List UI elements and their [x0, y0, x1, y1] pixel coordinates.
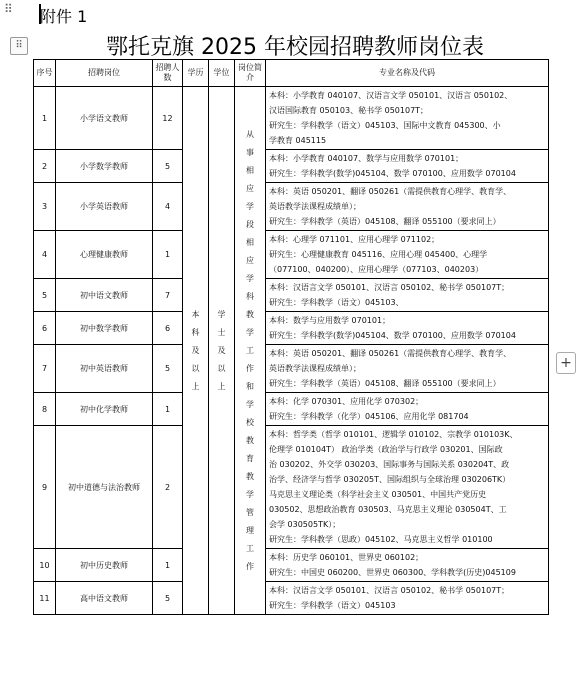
degree-text: 学士及以上 — [217, 309, 226, 391]
hire-count: 7 — [153, 279, 183, 312]
table-move-handle-icon[interactable]: ⠿ — [10, 37, 28, 55]
major-line: 本科：小学教育 040107、数学与应用数学 070101； — [269, 154, 464, 163]
table-row — [34, 549, 549, 582]
positions-table — [33, 59, 549, 615]
major-line: 研究生：学科教学（语文）045103 — [269, 601, 396, 610]
position-name: 高中语文教师 — [56, 582, 153, 615]
row-number: 3 — [34, 183, 56, 231]
header-no: 序号 — [34, 60, 56, 87]
header-position: 招聘岗位 — [56, 60, 153, 87]
major-line: 研究生：学科教学(数学)045104、数学 070100、应用数学 070104 — [269, 169, 516, 178]
row-number: 11 — [34, 582, 56, 615]
major-line: 学教育 045115 — [269, 136, 327, 145]
hire-count: 6 — [153, 312, 183, 345]
major-line: 研究生：学科教学(数学)045104、数学 070100、应用数学 070104 — [269, 331, 516, 340]
add-column-button[interactable]: + — [556, 352, 576, 374]
position-name: 小学语文教师 — [56, 87, 153, 150]
major-line: 研究生：学科教学（语文）045103、国际中文教育 045300、小 — [269, 121, 501, 130]
row-number: 8 — [34, 393, 56, 426]
table-row — [34, 279, 549, 312]
hire-count: 5 — [153, 150, 183, 183]
hire-count: 1 — [153, 393, 183, 426]
row-number: 5 — [34, 279, 56, 312]
major-line: 研究生：中国史 060200、世界史 060300、学科教学(历史)045109 — [269, 568, 516, 577]
major-line: 本科：哲学类（哲学 010101、逻辑学 010102、宗教学 010103K、 — [269, 430, 518, 439]
major-line: 研究生：学科教学（英语）045108、翻译 055100（要求同上） — [269, 217, 501, 226]
major-line: 伦理学 010104T） 政治学类（政治学与行政学 030201、国际政 — [269, 445, 503, 454]
row-number: 7 — [34, 345, 56, 393]
major-line: 本科：小学教育 040107、汉语言文学 050101、汉语言 050102、 — [269, 91, 513, 100]
job-intro-cell — [235, 87, 266, 615]
row-number: 4 — [34, 231, 56, 279]
degree-cell — [209, 87, 235, 615]
position-name: 初中语文教师 — [56, 279, 153, 312]
position-name: 初中化学教师 — [56, 393, 153, 426]
hire-count: 4 — [153, 183, 183, 231]
header-count: 招聘人数 — [153, 60, 183, 87]
table-row — [34, 582, 549, 615]
hire-count: 1 — [153, 549, 183, 582]
major-line: 研究生：学科教学（思政）045102、马克思主义哲学 010100 — [269, 535, 493, 544]
major-line: 英语教学法课程成绩单）； — [269, 364, 361, 373]
header-degree: 学位 — [209, 60, 235, 87]
majors-cell — [266, 183, 549, 231]
major-line: 汉语国际教育 050103、秘书学 050107T； — [269, 106, 429, 115]
majors-cell — [266, 312, 549, 345]
major-line: 治学、经济学与哲学 030205T、国际组织与全球治理 030206TK） — [269, 475, 511, 484]
hire-count: 12 — [153, 87, 183, 150]
major-line: 本科：英语 050201、翻译 050261（需提供教育心理学、教育学、 — [269, 349, 512, 358]
row-number: 2 — [34, 150, 56, 183]
major-line: 本科：汉语言文学 050101、汉语言 050102、秘书学 050107T； — [269, 586, 510, 595]
table-row — [34, 183, 549, 231]
majors-cell — [266, 549, 549, 582]
major-line: 本科：汉语言文学 050101、汉语言 050102、秘书学 050107T； — [269, 283, 510, 292]
majors-cell — [266, 279, 549, 312]
position-name: 小学数学教师 — [56, 150, 153, 183]
position-name: 初中英语教师 — [56, 345, 153, 393]
major-line: 马克思主义理论类（科学社会主义 030501、中国共产党历史 — [269, 490, 487, 499]
page-title: 鄂托克旗 2025 年校园招聘教师岗位表 — [106, 35, 484, 60]
hire-count: 1 — [153, 231, 183, 279]
header-job-intro: 岗位简介 — [235, 60, 266, 87]
major-line: 研究生：学科教学（英语）045108、翻译 055100（要求同上） — [269, 379, 501, 388]
majors-cell — [266, 231, 549, 279]
table-row — [34, 426, 549, 549]
hire-count: 5 — [153, 345, 183, 393]
row-number: 10 — [34, 549, 56, 582]
position-name: 初中道德与法治教师 — [56, 426, 153, 549]
row-number: 6 — [34, 312, 56, 345]
position-name: 小学英语教师 — [56, 183, 153, 231]
major-line: 研究生：学科教学（化学）045106、应用化学 081704 — [269, 412, 469, 421]
table-row — [34, 312, 549, 345]
major-line: 英语教学法课程成绩单）； — [269, 202, 361, 211]
drag-handle-icon[interactable]: ⠿ — [4, 2, 12, 16]
table-header-row — [34, 60, 549, 87]
majors-cell — [266, 393, 549, 426]
major-line: 本科：历史学 060101、世界史 060102； — [269, 553, 424, 562]
header-majors: 专业名称及代码 — [266, 60, 549, 87]
majors-cell — [266, 582, 549, 615]
job-intro-text: 从事相应学段相应学科教学工作和学校教育教学管理工作 — [246, 129, 254, 571]
major-line: 030502、思想政治教育 030503、马克思主义理论 030504T、工 — [269, 505, 507, 514]
table-row — [34, 345, 549, 393]
row-number: 1 — [34, 87, 56, 150]
major-line: 研究生：心理健康教育 045116、应用心理 045400、心理学 — [269, 250, 488, 259]
table-row — [34, 393, 549, 426]
education-cell — [183, 87, 209, 615]
attachment-label: 附件 1 — [40, 7, 88, 26]
major-line: 本科：数学与应用数学 070101； — [269, 316, 391, 325]
major-line: （077100、040200）、应用心理学（077103、040203） — [269, 265, 484, 274]
major-line: 会学 030505TK）； — [269, 520, 341, 529]
majors-cell — [266, 345, 549, 393]
header-education: 学历 — [183, 60, 209, 87]
position-name: 初中数学教师 — [56, 312, 153, 345]
major-line: 研究生：学科教学（语文）045103、 — [269, 298, 404, 307]
position-name: 初中历史教师 — [56, 549, 153, 582]
hire-count: 5 — [153, 582, 183, 615]
position-name: 心理健康教师 — [56, 231, 153, 279]
major-line: 本科：心理学 071101、应用心理学 071102； — [269, 235, 440, 244]
major-line: 本科：化学 070301、应用化学 070302； — [269, 397, 424, 406]
majors-cell — [266, 150, 549, 183]
row-number: 9 — [34, 426, 56, 549]
majors-cell — [266, 426, 549, 549]
major-line: 本科：英语 050201、翻译 050261（需提供教育心理学、教育学、 — [269, 187, 512, 196]
education-text: 本科及以上 — [191, 309, 200, 391]
major-line: 治 030202、外交学 030203、国际事务与国际关系 030204T、政 — [269, 460, 510, 469]
table-row — [34, 150, 549, 183]
table-row — [34, 231, 549, 279]
hire-count: 2 — [153, 426, 183, 549]
table-row — [34, 87, 549, 150]
majors-cell — [266, 87, 549, 150]
